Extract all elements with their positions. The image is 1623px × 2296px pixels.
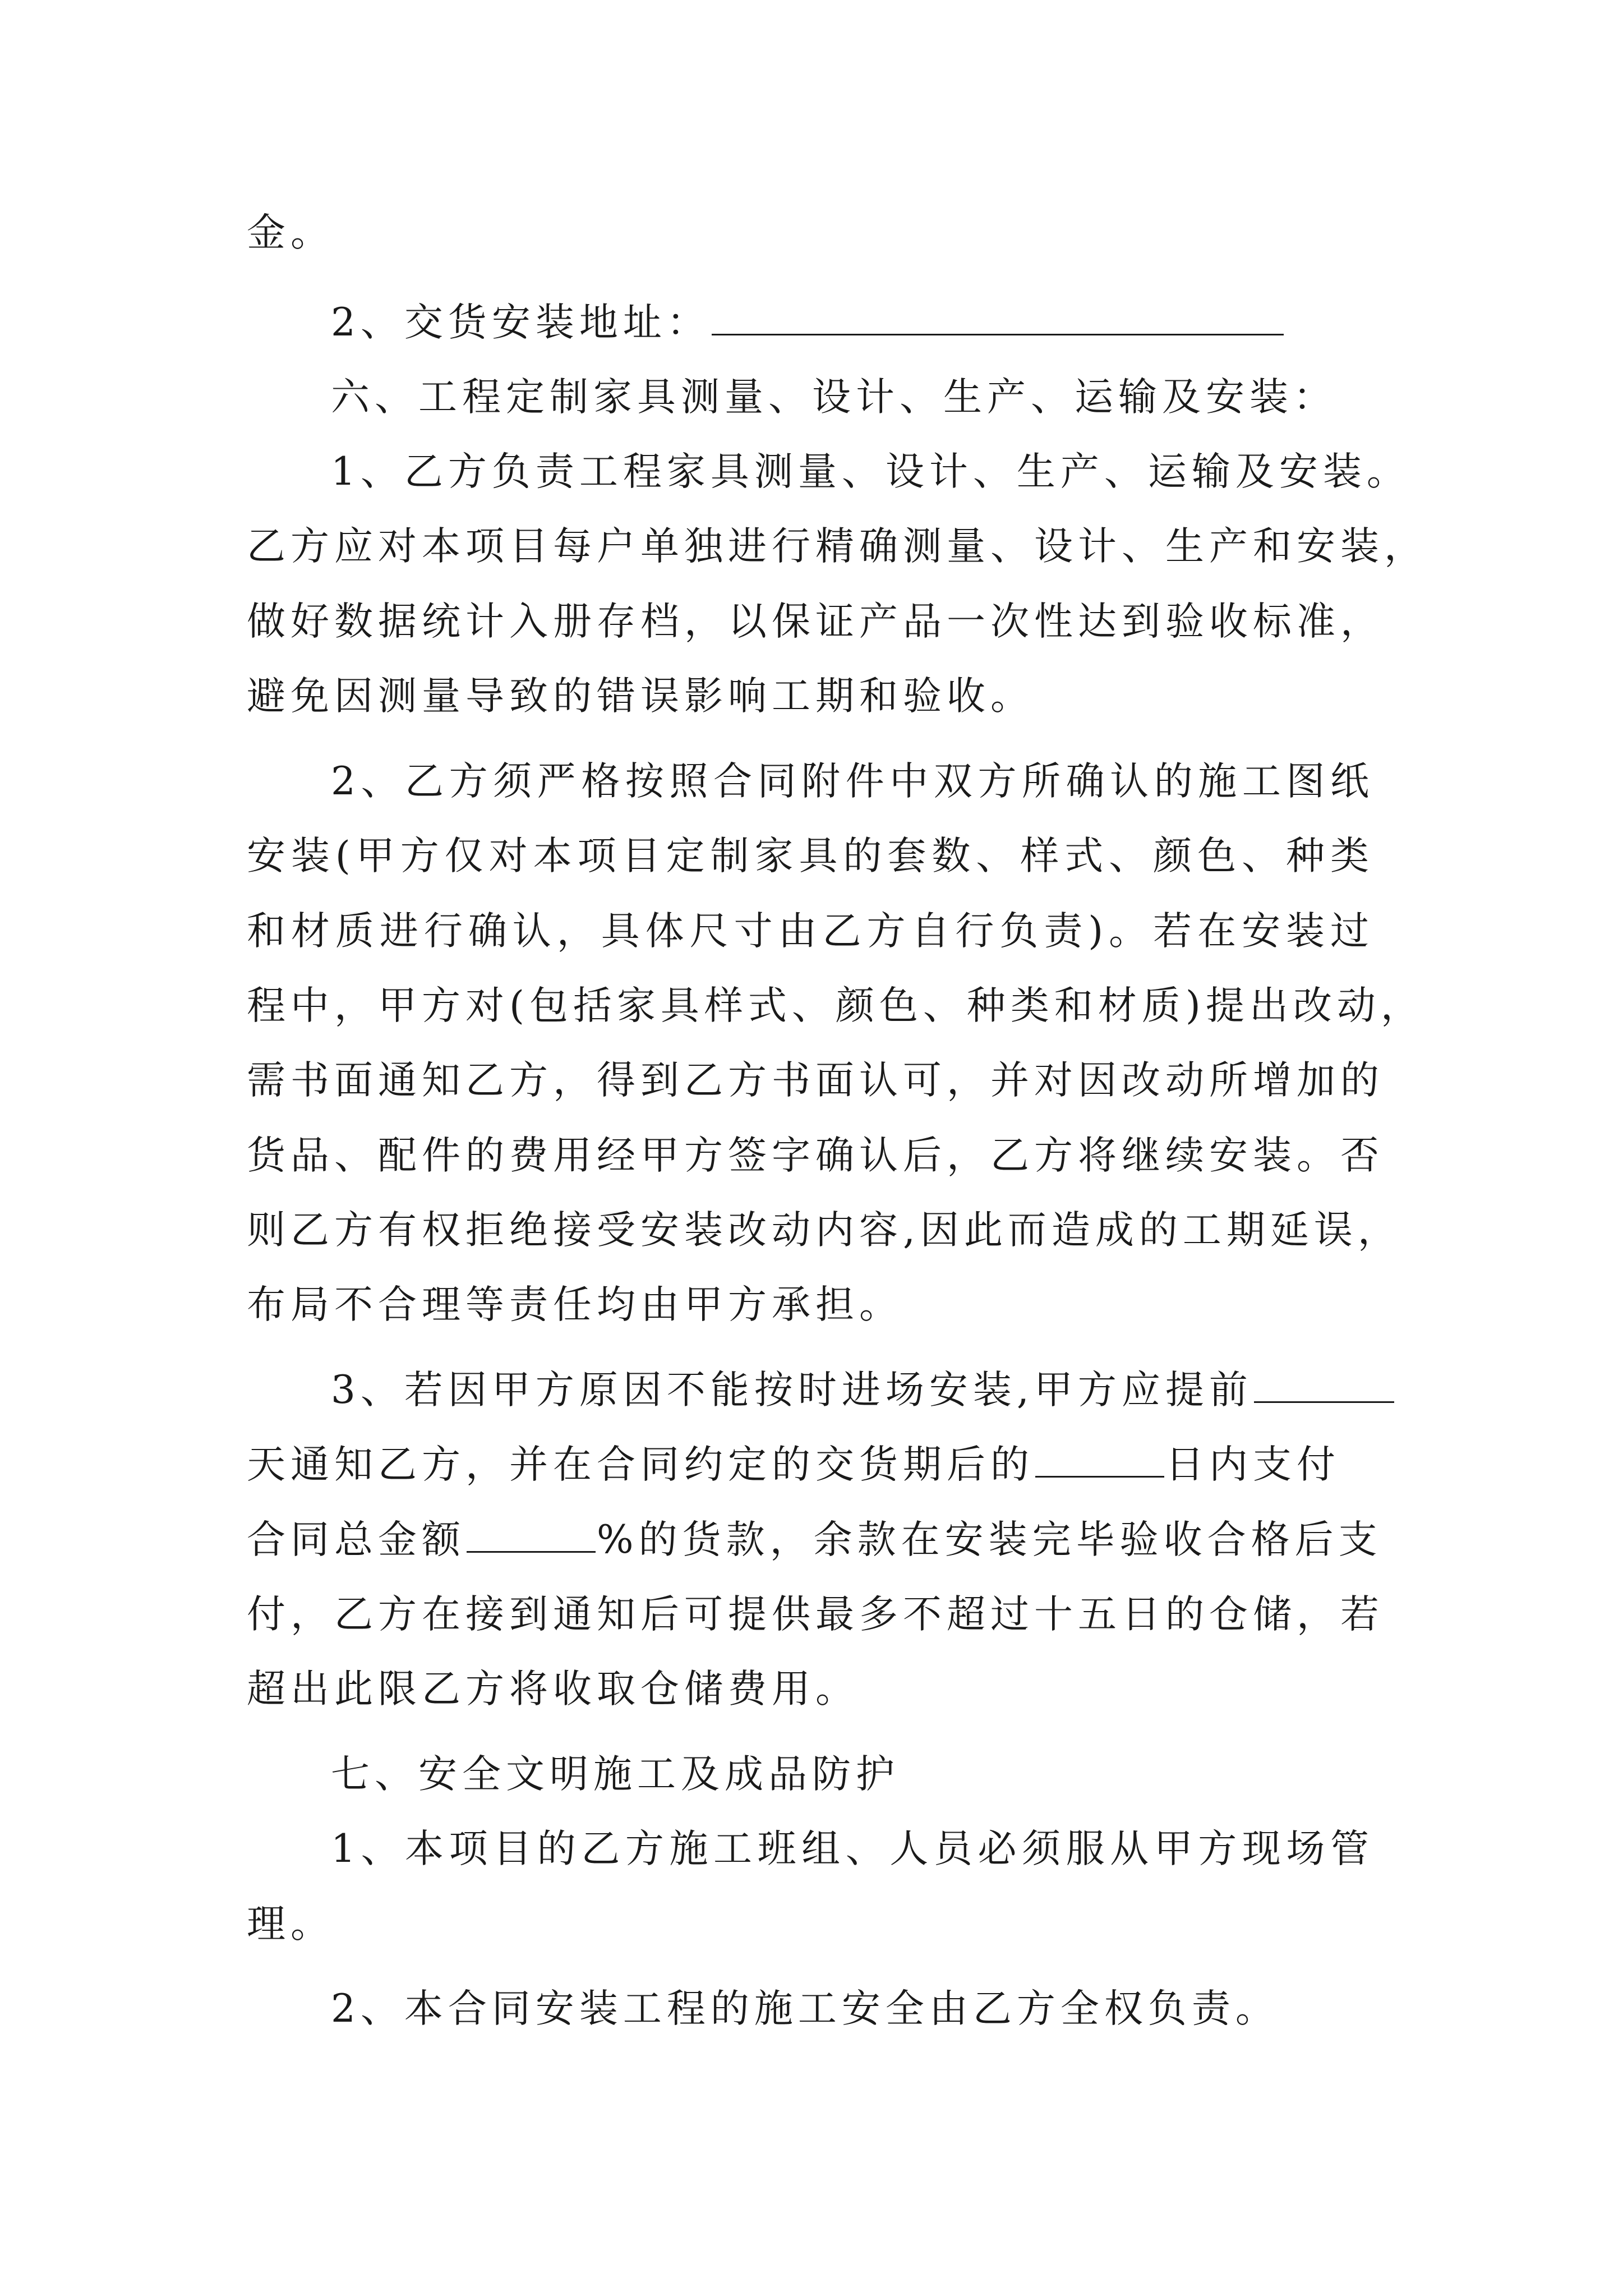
text-line bbox=[247, 662, 1034, 730]
text-line bbox=[331, 289, 1285, 356]
text-line-content: 2、交货安装地址： bbox=[331, 300, 711, 345]
text-line-content: 货品、配件的费用经甲方签字确认后，乙方将继续安装。否 bbox=[247, 1133, 1384, 1178]
text-line bbox=[247, 822, 1374, 890]
text-line-content: 布局不合理等责任均由甲方承担。 bbox=[247, 1282, 903, 1327]
text-line bbox=[247, 1581, 1384, 1648]
blank-field-payment-percent bbox=[467, 1517, 596, 1553]
text-line bbox=[247, 513, 1428, 580]
text-line-content: 做好数据统计入册存档，以保证产品一次性达到验收标准， bbox=[247, 599, 1384, 644]
text-line-content: %的货款，余款在安装完毕验收合格后支 bbox=[597, 1517, 1382, 1562]
text-line bbox=[247, 588, 1384, 655]
text-line bbox=[247, 1047, 1384, 1114]
text-line-content: 2、乙方须严格按照合同附件中双方所确认的施工图纸 bbox=[331, 759, 1374, 804]
text-line-content: 付，乙方在接到通知后可提供最多不超过十五日的仓储，若 bbox=[247, 1592, 1384, 1637]
text-line-content: 乙方应对本项目每户单独进行精确测量、设计、生产和安装， bbox=[247, 524, 1428, 569]
text-line-content: 则乙方有权拒绝接受安装改动内容,因此而造成的工期延误， bbox=[247, 1208, 1401, 1253]
blank-field-payment-days bbox=[1035, 1442, 1164, 1478]
text-line bbox=[247, 1890, 334, 1958]
text-line-content: 理。 bbox=[247, 1902, 334, 1947]
text-line bbox=[331, 438, 1410, 505]
text-line bbox=[247, 1506, 1382, 1573]
blank-field-notice-days bbox=[1254, 1368, 1394, 1403]
text-line bbox=[247, 898, 1374, 965]
text-line-content: 合同总金额 bbox=[247, 1517, 465, 1562]
section-heading-text: 七、安全文明施工及成品防护 bbox=[331, 1752, 900, 1797]
text-line bbox=[247, 1197, 1401, 1264]
text-line bbox=[331, 1975, 1279, 2042]
text-line-content: 1、本项目的乙方施工班组、人员必须服从甲方现场管 bbox=[331, 1826, 1374, 1871]
blank-field-delivery-address bbox=[712, 300, 1284, 335]
text-line-content: 3、若因甲方原因不能按时进场安装,甲方应提前 bbox=[331, 1368, 1253, 1412]
text-line-content: 安装(甲方仅对本项目定制家具的套数、样式、颜色、种类 bbox=[247, 834, 1374, 878]
text-line bbox=[247, 1655, 859, 1723]
section-heading-text: 六、工程定制家具测量、设计、生产、运输及安装： bbox=[331, 375, 1337, 420]
text-line bbox=[247, 1431, 1340, 1498]
text-line bbox=[331, 748, 1374, 815]
section-heading bbox=[331, 1741, 900, 1808]
text-line-content: 需书面通知乙方，得到乙方书面认可，并对因改动所增加的 bbox=[247, 1058, 1384, 1103]
text-line bbox=[247, 972, 1424, 1039]
text-line-content: 金。 bbox=[247, 210, 334, 255]
text-line-content: 超出此限乙方将收取仓储费用。 bbox=[247, 1667, 859, 1711]
text-line-content: 2、本合同安装工程的施工安全由乙方全权负责。 bbox=[331, 1986, 1279, 2031]
text-line bbox=[331, 1815, 1374, 1883]
text-line-content: 程中，甲方对(包括家具样式、颜色、种类和材质)提出改动， bbox=[247, 983, 1424, 1028]
text-line bbox=[247, 199, 334, 266]
text-line bbox=[247, 1271, 903, 1338]
text-line-content: 1、乙方负责工程家具测量、设计、生产、运输及安装。 bbox=[331, 449, 1410, 494]
section-heading bbox=[331, 364, 1337, 431]
text-line bbox=[331, 1356, 1395, 1424]
text-line-content: 和材质进行确认，具体尺寸由乙方自行负责)。若在安装过 bbox=[247, 909, 1374, 954]
text-line-content: 避免因测量导致的错误影响工期和验收。 bbox=[247, 674, 1034, 719]
text-line bbox=[247, 1122, 1384, 1189]
text-line-content: 天通知乙方，并在合同约定的交货期后的 bbox=[247, 1442, 1034, 1487]
text-line-content: 日内支付 bbox=[1165, 1442, 1340, 1487]
